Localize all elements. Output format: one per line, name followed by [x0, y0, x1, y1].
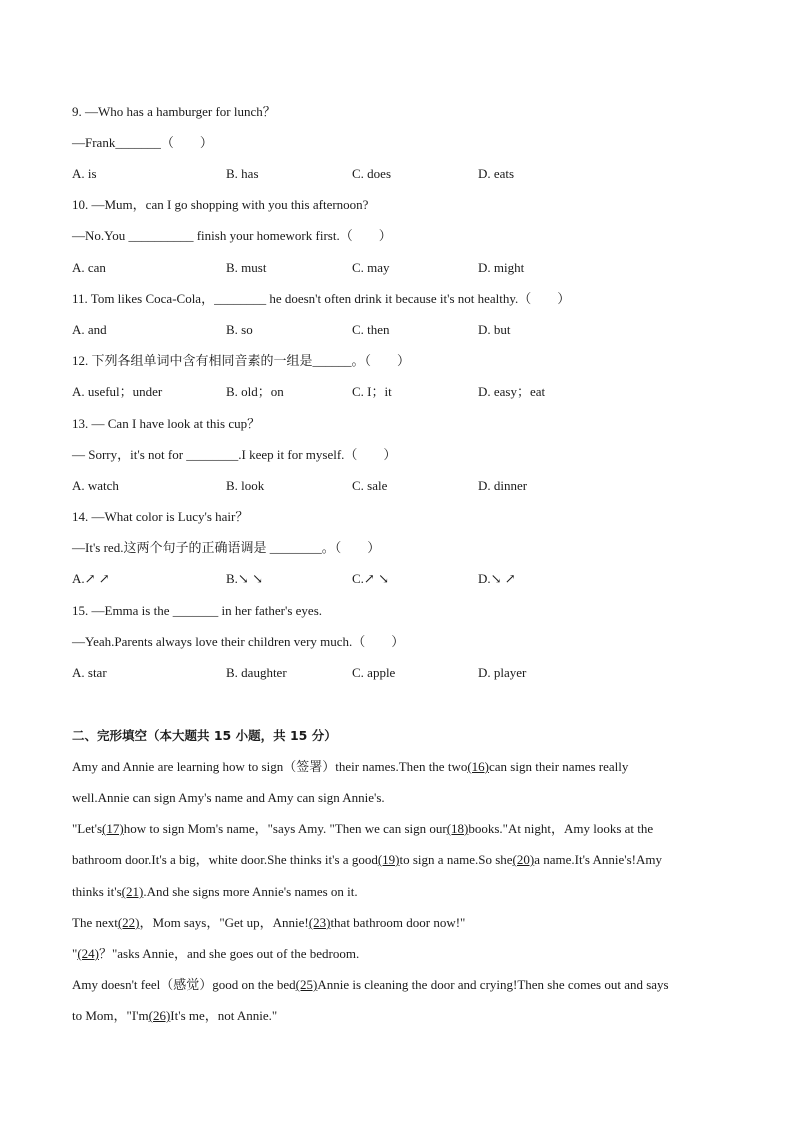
- blank-21[interactable]: (21): [121, 884, 144, 899]
- question-12-options: [72, 384, 712, 400]
- passage-line: [72, 915, 465, 931]
- option-a[interactable]: A.↗ ↗: [72, 571, 110, 586]
- blank-16[interactable]: (16): [467, 759, 490, 774]
- blank-24[interactable]: (24): [77, 946, 99, 961]
- section-title: 二、完形填空（本大题共 15 小题，共 15 分）: [72, 728, 337, 743]
- option-d[interactable]: D. but: [478, 322, 511, 337]
- blank-19[interactable]: (19): [377, 852, 400, 867]
- passage-text: to sign a name.So she: [399, 852, 513, 867]
- passage-text: that bathroom door now!": [330, 915, 466, 930]
- passage-text: can sign their names really: [489, 759, 629, 774]
- question-9-stem: 9. —Who has a hamburger for lunch？: [72, 104, 276, 119]
- question-10-options: [72, 260, 712, 276]
- passage-text: bathroom door.It's a big，white door.She thinks it's a good: [72, 852, 378, 867]
- option-c[interactable]: C. sale: [352, 478, 388, 493]
- passage-text: ？"asks Annie，and she goes out of the bedroom.: [98, 946, 360, 961]
- option-b[interactable]: B. so: [226, 322, 253, 337]
- question-9-answer-line: —Frank_______（ ）: [72, 135, 213, 150]
- passage-line: [72, 852, 662, 868]
- option-b[interactable]: B. look: [226, 478, 265, 493]
- question-14-stem: 14. —What color is Lucy's hair？: [72, 509, 249, 524]
- passage-line: [72, 759, 628, 775]
- option-c[interactable]: C. may: [352, 260, 390, 275]
- option-b[interactable]: B. daughter: [226, 665, 287, 680]
- passage-text: .And she signs more Annie's names on it.: [143, 884, 358, 899]
- blank-22[interactable]: (22): [117, 915, 140, 930]
- option-c[interactable]: C. then: [352, 322, 390, 337]
- option-c[interactable]: C.↗ ↘: [352, 571, 389, 586]
- option-a[interactable]: A. is: [72, 166, 97, 181]
- option-d[interactable]: D. might: [478, 260, 525, 275]
- blank-25[interactable]: (25): [295, 977, 318, 992]
- passage-text: a name.It's Annie's!Amy: [534, 852, 663, 867]
- question-11-stem: 11. Tom likes Coca-Cola，________ he doesn't often drink it because it's not healthy.（ ）: [72, 291, 571, 306]
- question-12-stem: 12. 下列各组单词中含有相同音素的一组是______。（ ）: [72, 353, 411, 368]
- passage-line: [72, 946, 359, 962]
- passage-text: books."At night，Amy looks at the: [468, 821, 654, 836]
- passage-text: Annie is cleaning the door and crying!Then she comes out and says: [317, 977, 669, 992]
- passage-line: [72, 1008, 277, 1024]
- question-13-options: [72, 478, 712, 494]
- passage-text: "Let's: [72, 821, 103, 836]
- passage-text: Amy and Annie are learning how to sign（签署）their names.Then the two: [72, 759, 468, 774]
- option-c[interactable]: C. apple: [352, 665, 396, 680]
- passage-text: thinks it's: [72, 884, 122, 899]
- option-b[interactable]: B. old；on: [226, 384, 284, 399]
- question-13-stem: 13. — Can I have look at this cup？: [72, 416, 261, 431]
- question-15-stem: 15. —Emma is the _______ in her father's eyes.: [72, 603, 323, 618]
- passage-line: [72, 790, 385, 806]
- passage-text: Amy doesn't feel（感觉）good on the bed: [72, 977, 296, 992]
- question-15-answer-line: —Yeah.Parents always love their children very much.（ ）: [72, 634, 405, 649]
- question-14-answer-line: —It's red.这两个句子的正确语调是 ________。（ ）: [72, 540, 381, 555]
- passage-line: [72, 884, 358, 900]
- option-a[interactable]: A. useful；under: [72, 384, 163, 399]
- passage-text: It's me，not Annie.": [170, 1008, 278, 1023]
- passage-text: well.Annie can sign Amy's name and Amy can sign Annie's.: [72, 790, 385, 805]
- option-a[interactable]: A. watch: [72, 478, 119, 493]
- question-10-stem: 10. —Mum，can I go shopping with you this afternoon?: [72, 197, 369, 212]
- passage-text: how to sign Mom's name，"says Amy. "Then we can sign our: [123, 821, 447, 836]
- option-d[interactable]: D. easy；eat: [478, 384, 546, 399]
- option-d[interactable]: D. eats: [478, 166, 515, 181]
- option-c[interactable]: C. does: [352, 166, 391, 181]
- option-c[interactable]: C. I；it: [352, 384, 392, 399]
- option-b[interactable]: B. has: [226, 166, 259, 181]
- option-a[interactable]: A. and: [72, 322, 107, 337]
- passage-line: [72, 821, 653, 837]
- blank-17[interactable]: (17): [102, 821, 124, 836]
- option-d[interactable]: D.↘ ↗: [478, 571, 516, 586]
- blank-18[interactable]: (18): [446, 821, 469, 836]
- blank-23[interactable]: (23): [308, 915, 331, 930]
- passage-line: [72, 977, 669, 993]
- question-10-answer-line: —No.You __________ finish your homework first.（ ）: [72, 228, 392, 243]
- option-b[interactable]: B.↘ ↘: [226, 571, 263, 586]
- passage-text: The next: [72, 915, 118, 930]
- blank-26[interactable]: (26): [148, 1008, 171, 1023]
- passage-text: to Mom，"I'm: [72, 1008, 149, 1023]
- question-15-options: [72, 665, 712, 681]
- blank-20[interactable]: (20): [512, 852, 535, 867]
- option-a[interactable]: A. can: [72, 260, 106, 275]
- option-a[interactable]: A. star: [72, 665, 107, 680]
- option-d[interactable]: D. player: [478, 665, 527, 680]
- passage-text: ": [72, 946, 78, 961]
- question-9-options: [72, 166, 712, 182]
- option-b[interactable]: B. must: [226, 260, 267, 275]
- option-d[interactable]: D. dinner: [478, 478, 528, 493]
- question-11-options: [72, 322, 712, 338]
- question-14-options: [72, 571, 712, 587]
- passage-text: ，Mom says，"Get up，Annie!: [139, 915, 309, 930]
- question-13-answer-line: — Sorry，it's not for ________.I keep it for myself.（ ）: [72, 447, 397, 462]
